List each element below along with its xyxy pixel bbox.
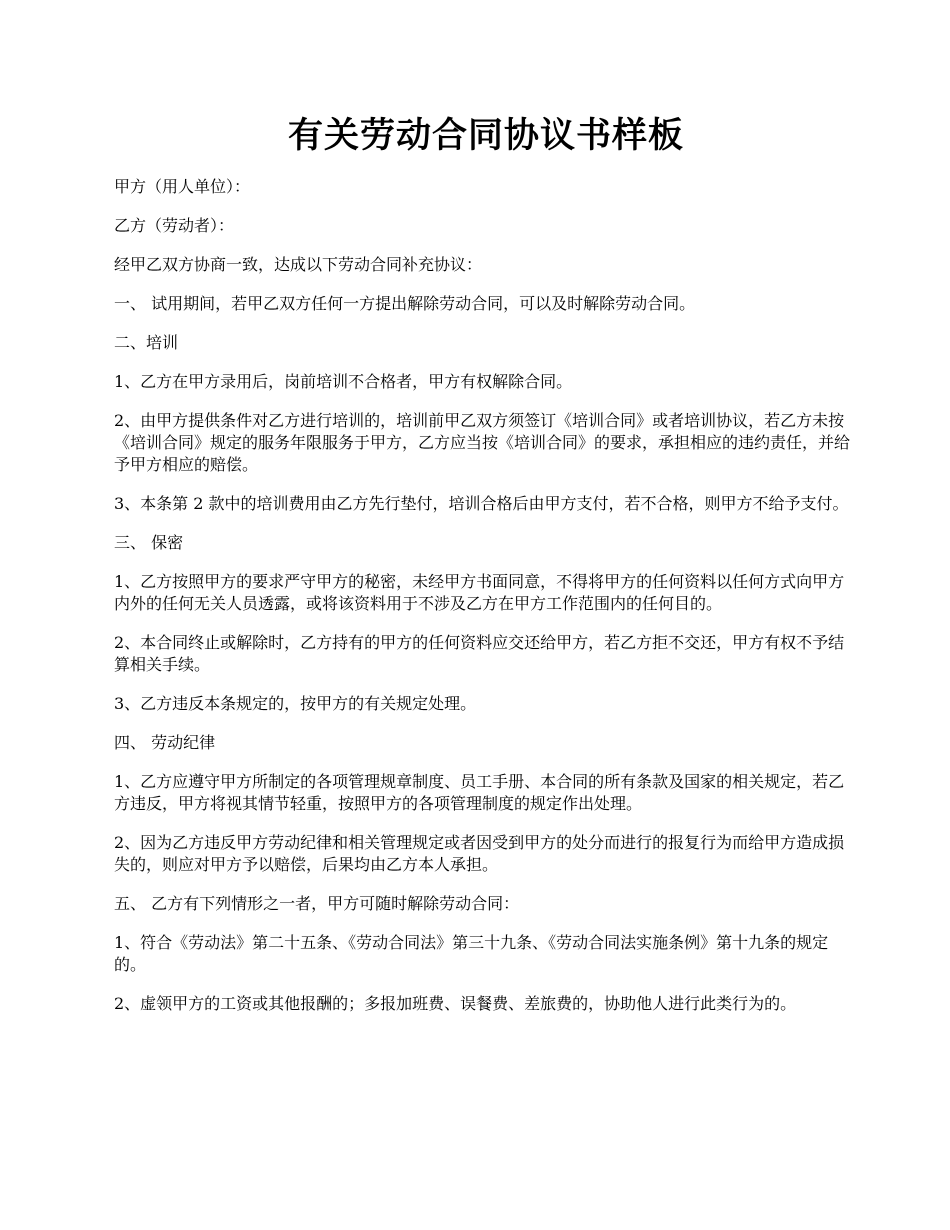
section-2-item-3: 3、本条第 2 款中的培训费用由乙方先行垫付，培训合格后由甲方支付，若不合格，则甲方不给予支付。 xyxy=(114,494,849,513)
section-5-item-2: 2、虚领甲方的工资或其他报酬的；多报加班费、误餐费、差旅费的，协助他人进行此类行为的。 xyxy=(114,994,797,1013)
section-3-item-3: 3、乙方违反本条规定的，按甲方的有关规定处理。 xyxy=(114,694,477,713)
section-4-item-1: 1、乙方应遵守甲方所制定的各项管理规章制度、员工手册、本合同的所有条款及国家的相关规定，若乙方违反，甲方将视其情节轻重，按照甲方的各项管理制度的规定作出处理。 xyxy=(114,772,845,813)
section-5-item-1: 1、符合《劳动法》第二十五条、《劳动合同法》第三十九条、《劳动合同法实施条例》第十九条的规定的。 xyxy=(114,933,829,974)
section-5-heading: 五、 乙方有下列情形之一者，甲方可随时解除劳动合同： xyxy=(114,894,520,913)
party-b-line: 乙方（劳动者）： xyxy=(114,216,235,235)
party-a-line: 甲方（用人单位）： xyxy=(114,177,251,196)
section-4-item-2: 2、因为乙方违反甲方劳动纪律和相关管理规定或者因受到甲方的处分而进行的报复行为而给甲方造成损失的，则应对甲方予以赔偿，后果均由乙方本人承担。 xyxy=(114,833,845,874)
intro-paragraph: 经甲乙双方协商一致，达成以下劳动合同补充协议： xyxy=(114,255,483,274)
section-3-heading: 三、 保密 xyxy=(114,533,184,552)
section-3-item-2: 2、本合同终止或解除时，乙方持有的甲方的任何资料应交还给甲方，若乙方拒不交还，甲方有权不予结算相关手续。 xyxy=(114,633,845,674)
section-2-item-2: 2、由甲方提供条件对乙方进行培训的，培训前甲乙双方须签订《培训合同》或者培训协议，若乙方未按《培训合同》规定的服务年限服务于甲方，乙方应当按《培训合同》的要求，承担相应的违约责任，并给予甲方相应的赔偿。 xyxy=(114,411,851,474)
section-4-heading: 四、 劳动纪律 xyxy=(114,733,216,752)
section-3-item-1: 1、乙方按照甲方的要求严守甲方的秘密，未经甲方书面同意，不得将甲方的任何资料以任何方式向甲方内外的任何无关人员透露，或将该资料用于不涉及乙方在甲方工作范围内的任何目的。 xyxy=(114,572,845,613)
document-title: 有关劳动合同协议书样板 xyxy=(287,115,684,156)
section-1-probation: 一、 试用期间，若甲乙双方任何一方提出解除劳动合同，可以及时解除劳动合同。 xyxy=(114,294,696,313)
section-2-heading: 二、培训 xyxy=(114,333,179,352)
section-2-item-1: 1、乙方在甲方录用后，岗前培训不合格者，甲方有权解除合同。 xyxy=(114,372,573,391)
